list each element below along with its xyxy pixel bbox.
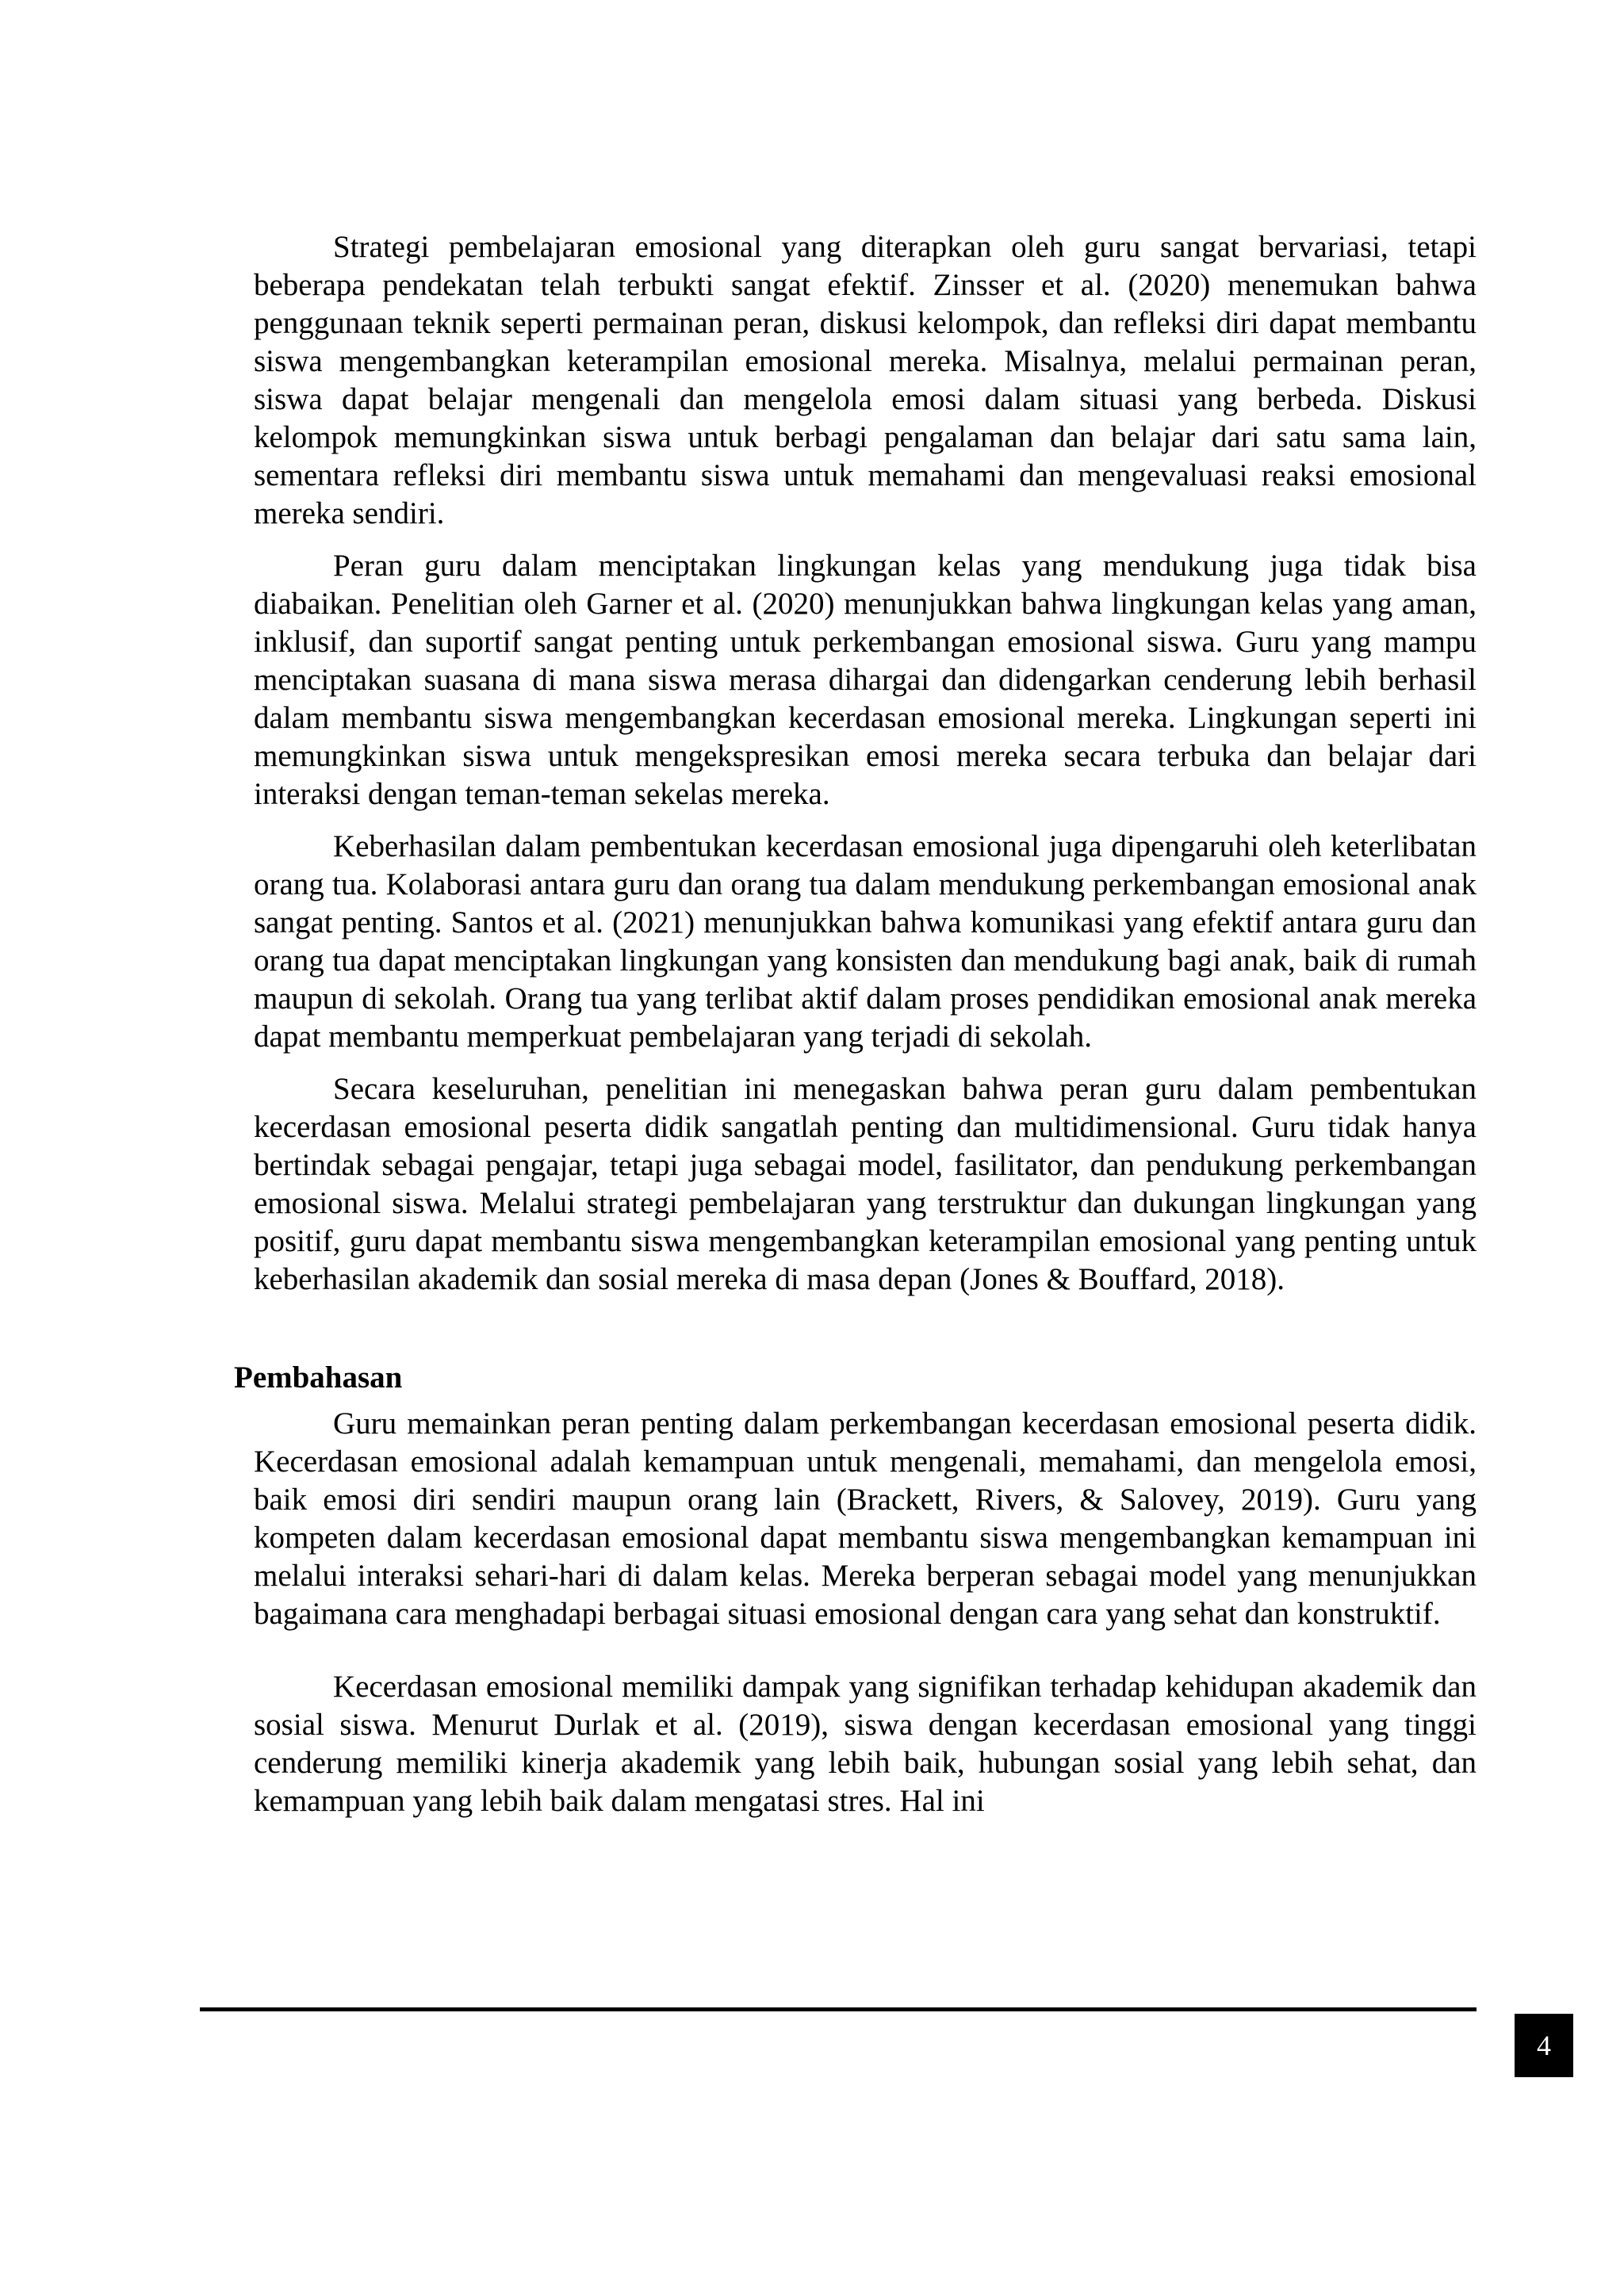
paragraph-keberhasilan: Keberhasilan dalam pembentukan kecerdasan emosional juga dipengaruhi oleh keterlibatan orang tua. Kolaborasi antara guru dan orang tua dalam mendukung perkembangan emosional anak sangat penting. Santos et al. (2021) menunjukkan bahwa komunikasi yang efektif antara guru dan orang tua dapat menciptakan lingkungan yang konsisten dan mendukung bagi anak, baik di rumah maupun di sekolah. Orang tua yang terlibat aktif dalam proses pendidikan emosional anak mereka dapat membantu memperkuat pembelajaran yang terjadi di sekolah. bbox=[254, 829, 1477, 1054]
page-number-badge: 4 bbox=[1515, 2014, 1573, 2077]
paragraph-pembahasan-2: Kecerdasan emosional memiliki dampak yang signifikan terhadap kehidupan akademik dan sosial siswa. Menurut Durlak et al. (2019), siswa dengan kecerdasan emosional yang tinggi cenderung memiliki kinerja akademik yang lebih baik, hubungan sosial yang lebih sehat, dan kemampuan yang lebih baik dalam mengatasi stres. Hal ini bbox=[254, 1670, 1477, 1818]
paragraph-kesimpulan: Secara keseluruhan, penelitian ini menegaskan bahwa peran guru dalam pembentukan kecerdasan emosional peserta didik sangatlah penting dan multidimensional. Guru tidak hanya bertindak sebagai pengajar, tetapi juga sebagai model, fasilitator, dan pendukung perkembangan emosional siswa. Melalui strategi pembelajaran yang terstruktur dan dukungan lingkungan yang positif, guru dapat membantu siswa mengembangkan keterampilan emosional yang penting untuk keberhasilan akademik dan sosial mereka di masa depan (Jones & Bouffard, 2018). bbox=[254, 1072, 1477, 1296]
paragraph-strategi: Strategi pembelajaran emosional yang diterapkan oleh guru sangat bervariasi, tetapi beberapa pendekatan telah terbukti sangat efektif. Zinsser et al. (2020) menemukan bahwa penggunaan teknik seperti permainan peran, diskusi kelompok, dan refleksi diri dapat membantu siswa mengembangkan keterampilan emosional mereka. Misalnya, melalui permainan peran, siswa dapat belajar mengenali dan mengelola emosi dalam situasi yang berbeda. Diskusi kelompok memungkinkan siswa untuk berbagi pengalaman dan belajar dari satu sama lain, sementara refleksi diri membantu siswa untuk memahami dan mengevaluasi reaksi emosional mereka sendiri. bbox=[254, 230, 1477, 530]
section-heading: Pembahasan bbox=[234, 1360, 403, 1395]
footer-divider bbox=[200, 2007, 1477, 2011]
document-body bbox=[234, 228, 1477, 1820]
paragraph-pembahasan-1: Guru memainkan peran penting dalam perkembangan kecerdasan emosional peserta didik. Kecerdasan emosional adalah kemampuan untuk mengenali, memahami, dan mengelola emosi, baik emosi diri sendiri maupun orang lain (Brackett, Rivers, & Salovey, 2019). Guru yang kompeten dalam kecerdasan emosional dapat membantu siswa mengembangkan kemampuan ini melalui interaksi sehari-hari di dalam kelas. Mereka berperan sebagai model yang menunjukkan bagaimana cara menghadapi berbagai situasi emosional dengan cara yang sehat dan konstruktif. bbox=[254, 1406, 1477, 1631]
paragraph-peran-guru: Peran guru dalam menciptakan lingkungan kelas yang mendukung juga tidak bisa diabaikan. Penelitian oleh Garner et al. (2020) menunjukkan bahwa lingkungan kelas yang aman, inklusif, dan suportif sangat penting untuk perkembangan emosional siswa. Guru yang mampu menciptakan suasana di mana siswa merasa dihargai dan didengarkan cenderung lebih berhasil dalam membantu siswa mengembangkan kecerdasan emosional mereka. Lingkungan seperti ini memungkinkan siswa untuk mengekspresikan emosi mereka secara terbuka dan belajar dari interaksi dengan teman-teman sekelas mereka. bbox=[254, 549, 1477, 811]
